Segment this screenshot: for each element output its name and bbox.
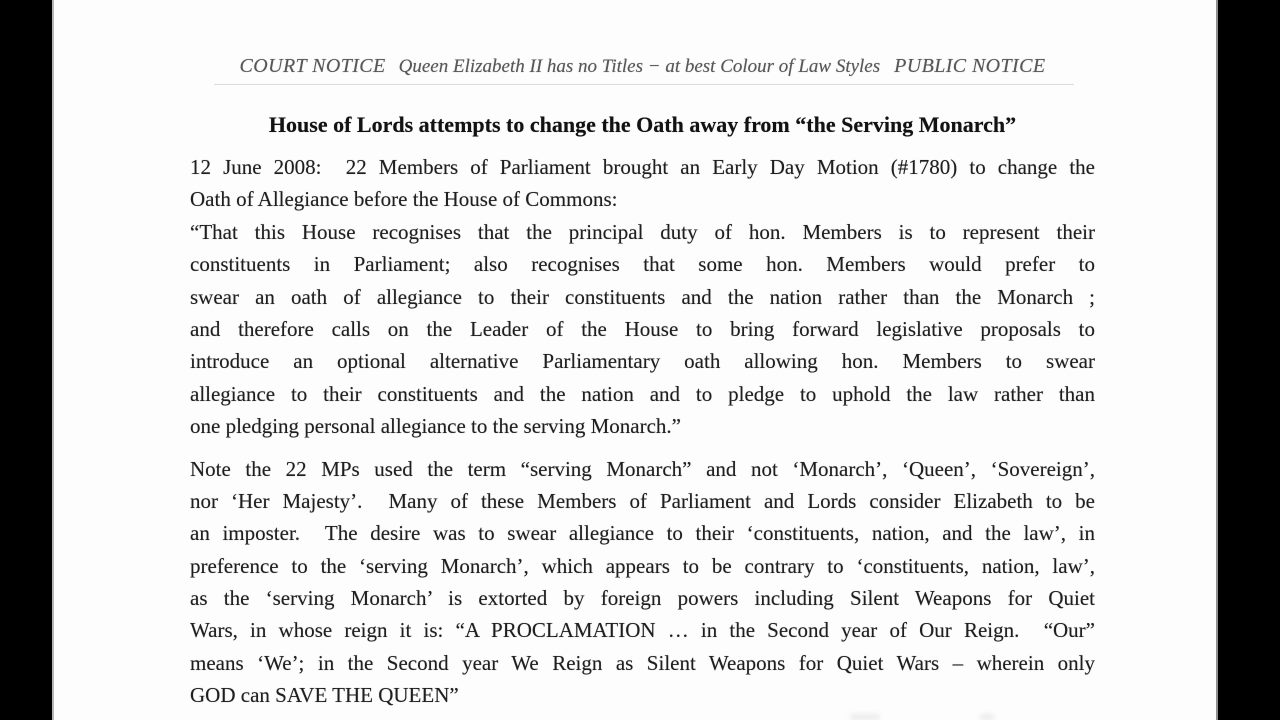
text-line: nor ‘Her Majesty’. Many of these Members of Parliament and Lords consider Elizabeth to be [190, 488, 1095, 513]
text-line: GOD can SAVE THE QUEEN” [190, 683, 459, 708]
text-line: preference to the ‘serving Monarch’, which appears to be contrary to ‘constituents, nation, law’, [190, 553, 1095, 578]
paragraph-note [190, 453, 1095, 712]
document-header [190, 55, 1095, 78]
text-line: swear an oath of allegiance to their constituents and the nation rather than the Monarch ; [190, 284, 1095, 309]
text-line: means ‘We’; in the Second year We Reign as Silent Weapons for Quiet Wars – wherein only [190, 650, 1095, 675]
header-public-notice-label: PUBLIC NOTICE [894, 55, 1046, 77]
text-line: as the ‘serving Monarch’ is extorted by foreign powers including Silent Weapons for Quiet [190, 586, 1095, 611]
cutoff-next-line-artifact [850, 714, 880, 720]
header-divider-rule [214, 84, 1074, 85]
text-line: one pledging personal allegiance to the serving Monarch.” [190, 414, 681, 439]
text-line: an imposter. The desire was to swear allegiance to their ‘constituents, nation, and the law’, in [190, 521, 1095, 546]
paragraph-motion-quote [190, 216, 1095, 443]
text-line: “That this House recognises that the principal duty of hon. Members is to represent their [190, 219, 1095, 244]
text-line: allegiance to their constituents and the nation and to pledge to uphold the law rather than [190, 381, 1095, 406]
paragraph-intro [190, 151, 1095, 216]
text-line: constituents in Parliament; also recognises that some hon. Members would prefer to [190, 252, 1095, 277]
document-page [52, 0, 1218, 720]
cutoff-next-line-artifact [980, 714, 994, 720]
document-content [190, 0, 1095, 720]
text-line: and therefore calls on the Leader of the House to bring forward legislative proposals to [190, 316, 1095, 341]
text-line: Wars, in whose reign it is: “A PROCLAMATION … in the Second year of Our Reign. “Our” [190, 618, 1095, 643]
text-line: introduce an optional alternative Parliamentary oath allowing hon. Members to swear [190, 349, 1095, 374]
header-subtitle: Queen Elizabeth II has no Titles − at best Colour of Law Styles [398, 56, 881, 77]
letterbox-bar-left [0, 0, 52, 720]
text-line: Oath of Allegiance before the House of Commons: [190, 187, 618, 212]
letterbox-bar-right [1218, 0, 1280, 720]
document-body [190, 151, 1095, 712]
document-title: House of Lords attempts to change the Oath away from “the Serving Monarch” [268, 112, 1017, 137]
text-line: 12 June 2008: 22 Members of Parliament brought an Early Day Motion (#1780) to change the [190, 155, 1095, 179]
header-court-notice-label: COURT NOTICE [239, 55, 386, 77]
text-line: Note the 22 MPs used the term “serving Monarch” and not ‘Monarch’, ‘Queen’, ‘Sovereign’, [190, 456, 1095, 481]
